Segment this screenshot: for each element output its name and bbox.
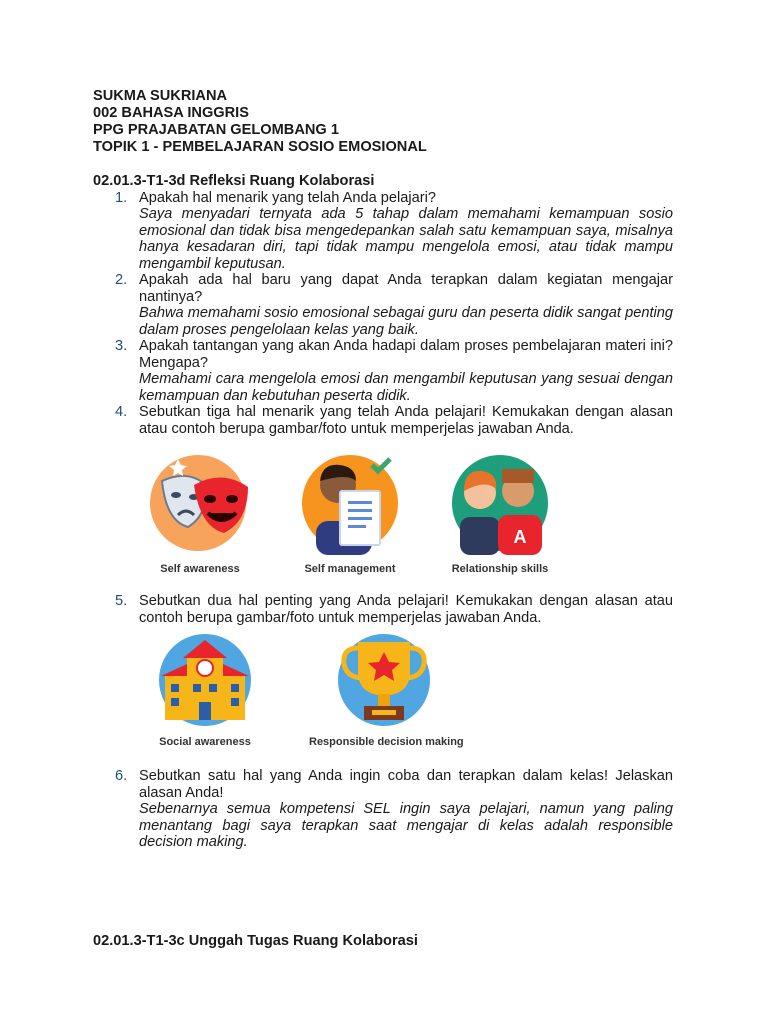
section-title-refleksi: 02.01.3-T1-3d Refleksi Ruang Kolaborasi (93, 173, 375, 189)
item-number: 5. (115, 593, 128, 609)
document-page (93, 88, 673, 949)
figure-social-awareness (150, 632, 260, 751)
ppg-batch: PPG PRAJABATAN GELOMBANG 1 (93, 122, 339, 138)
figure-self-management (295, 451, 405, 578)
figure-self-awareness (145, 451, 255, 578)
program-code: 002 BAHASA INGGRIS (93, 105, 249, 121)
person-checklist-icon (298, 451, 402, 555)
question-text: Apakah ada hal baru yang dapat Anda terapkan dalam kegiatan mengajar nantinya? (139, 272, 673, 305)
question-text: Apakah hal menarik yang telah Anda pelajari? (139, 189, 436, 206)
svg-text:A: A (513, 527, 527, 547)
figure-caption: Self management (304, 563, 396, 575)
section-title-unggah: 02.01.3-T1-3c Unggah Tugas Ruang Kolaborasi (93, 932, 418, 949)
topic-title: TOPIK 1 - PEMBELAJARAN SOSIO EMOSIONAL (93, 139, 427, 155)
figure-caption: Social awareness (159, 736, 251, 748)
question-list-3 (93, 768, 673, 851)
answer-text: Saya menyadari ternyata ada 5 tahap dalam memahami kemampuan sosio emosional dan tidak bisa mengedepankan salah satu kemampuan saya, misalnya hanya kesadaran diri, tapi tidak mampu mengelola emosi, atau tidak mampu mengambil keputusan. (139, 206, 673, 272)
figure-responsible-decision-making (309, 632, 464, 751)
author-name: SUKMA SUKRIANA (93, 88, 228, 104)
question-list (93, 190, 673, 438)
question-text: Sebutkan satu hal yang Anda ingin coba dan terapkan dalam kelas! Jelaskan alasan Anda! (139, 768, 673, 801)
answer-text: Memahami cara mengelola emosi dan mengambil keputusan yang sesuai dengan kemampuan dan kebutuhan peserta didik. (139, 371, 673, 404)
answer-text: Sebenarnya semua kompetensi SEL ingin saya pelajari, namun yang paling menantang bagi saya terapkan saat mengajar di kelas adalah responsible decision making. (139, 801, 673, 850)
theater-masks-icon (148, 451, 252, 555)
trophy-icon (334, 632, 434, 728)
item-number: 4. (115, 404, 128, 420)
figure-relationship-skills (445, 451, 555, 578)
item-number: 1. (115, 189, 128, 206)
figure-caption: Relationship skills (451, 563, 549, 575)
item-number: 6. (115, 768, 128, 784)
question-text: Sebutkan tiga hal menarik yang telah Anda pelajari! Kemukakan dengan alasan atau contoh berupa gambar/foto untuk memperjelas jawaban Anda. (139, 404, 673, 437)
question-text: Apakah tantangan yang akan Anda hadapi dalam proses pembelajaran materi ini? Mengapa? (139, 338, 673, 371)
list-item-2 (93, 272, 673, 338)
list-item-6 (93, 768, 673, 851)
answer-text: Bahwa memahami sosio emosional sebagai guru dan peserta didik sangat penting dalam proses pengelolaan kelas yang baik. (139, 305, 673, 338)
question-list-2 (93, 593, 673, 626)
school-building-icon (157, 632, 253, 728)
list-item-1 (93, 190, 673, 273)
two-friends-icon (448, 451, 552, 555)
figure-caption: Self awareness (160, 563, 240, 575)
figures-item-4 (93, 451, 673, 585)
question-text: Sebutkan dua hal penting yang Anda pelajari! Kemukakan dengan alasan atau contoh berupa gambar/foto untuk memperjelas jawaban Anda. (139, 593, 673, 626)
list-item-3 (93, 338, 673, 404)
figures-item-5 (93, 632, 673, 758)
list-item-4 (93, 404, 673, 437)
figure-caption: Responsible decision making (309, 736, 464, 748)
item-number: 3. (115, 338, 128, 354)
item-number: 2. (115, 272, 128, 288)
list-item-5 (93, 593, 673, 626)
